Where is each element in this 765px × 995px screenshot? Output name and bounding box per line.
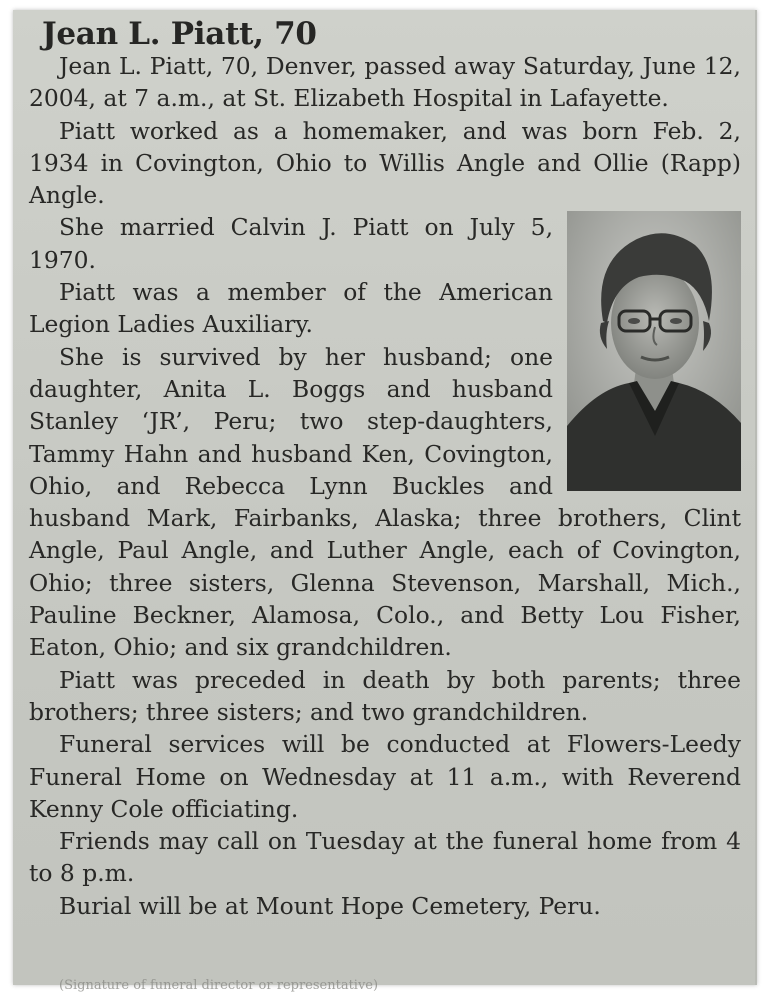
paragraph-visitation: Friends may call on Tuesday at the funeral home from 4 to 8 p.m.: [29, 827, 741, 888]
portrait-photo-image: [567, 211, 741, 491]
paragraph-membership: Piatt was a member of the American Legion Ladies Auxiliary.: [29, 278, 553, 339]
obituary-title: Jean L. Piatt, 70: [42, 16, 317, 52]
paragraph-death: Jean L. Piatt, 70, Denver, passed away Saturday, June 12, 2004, at 7 a.m., at St. Elizabeth Hospital in Lafayette.: [29, 52, 741, 113]
paragraph-preceded: Piatt was preceded in death by both parents; three brothers; three sisters; and two grandchildren.: [29, 665, 741, 726]
paragraph-birth: Piatt worked as a homemaker, and was born Feb. 2, 1934 in Covington, Ohio to Willis Angle and Ollie (Rapp) Angle.: [29, 116, 741, 210]
paragraph-survivors: She is survived by her husband; one daughter, Anita L. Boggs and husband Stanley ‘JR’, Peru; two step-daughters, Tammy Hahn and husband Ken, Covington, Ohio, and Rebecca Lynn Buckles and husband Mark, Fairbanks, Alaska; three brothers, Clint Angle, Paul Angle, and Luther Angle, each of Covington, Ohio; three sisters, Glenna Stevenson, Marshall, Mich., Pauline Beckner, Alamosa, Colo., and Betty Lou Fisher, Eaton, Ohio; and six grandchildren.: [29, 342, 741, 662]
paragraph-burial: Burial will be at Mount Hope Cemetery, Peru.: [59, 891, 601, 920]
cutoff-signature-line: (Signature of funeral director or representative): [59, 978, 379, 993]
obituary-body: [29, 50, 741, 922]
portrait-photo: [567, 211, 741, 491]
paragraph-marriage: She married Calvin J. Piatt on July 5, 1970.: [29, 213, 553, 274]
paragraph-funeral-services: Funeral services will be conducted at Flowers-Leedy Funeral Home on Wednesday at 11 a.m., with Reverend Kenny Cole officiating.: [29, 730, 741, 823]
newspaper-clipping: [13, 10, 757, 993]
